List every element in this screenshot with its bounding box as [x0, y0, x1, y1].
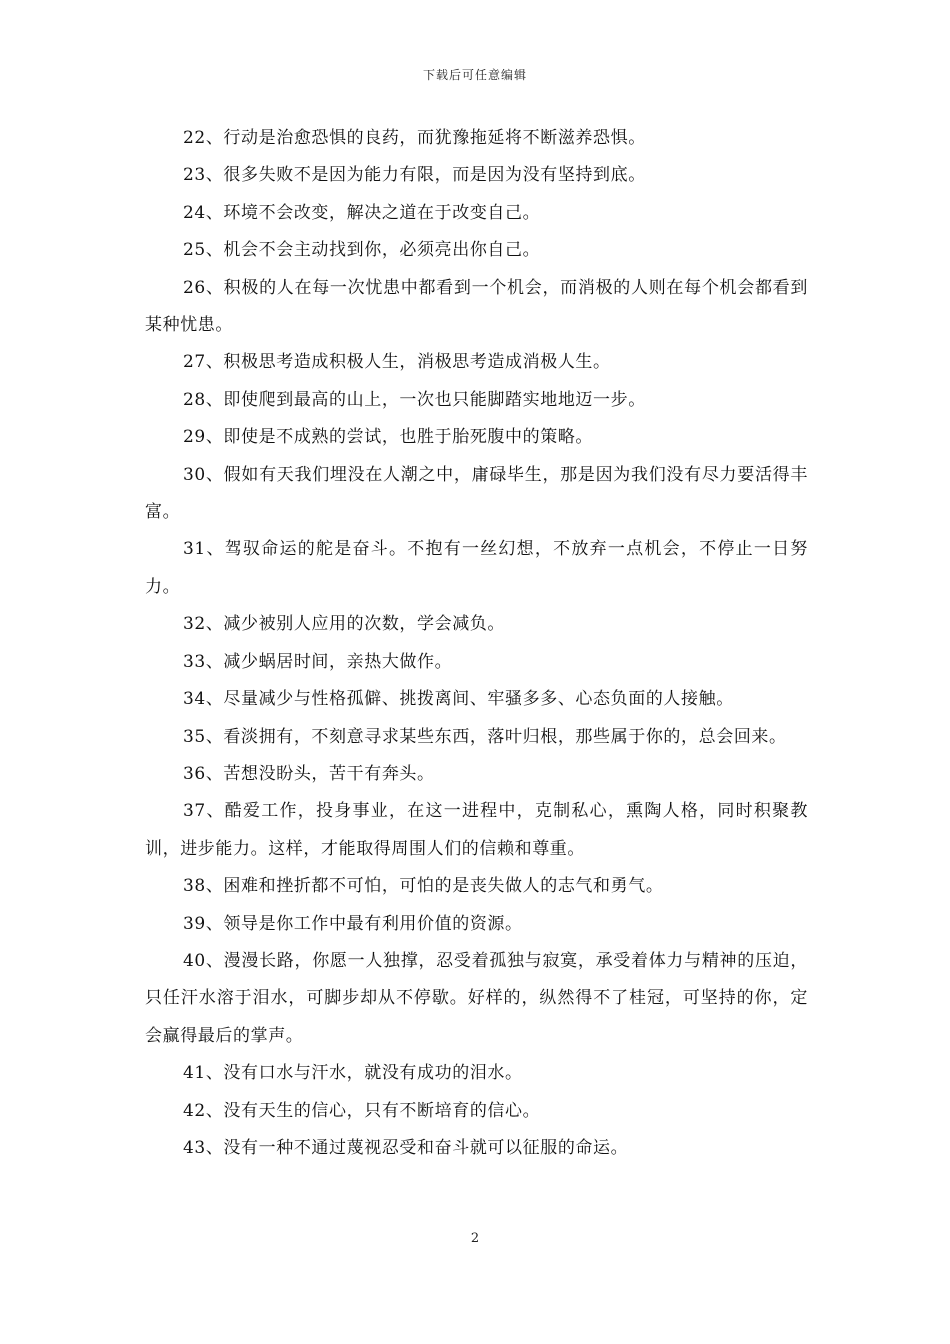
paragraph: 43、没有一种不通过蔑视忍受和奋斗就可以征服的命运。: [183, 1137, 629, 1158]
paragraph: 42、没有天生的信心，只有不断培育的信心。: [183, 1100, 541, 1121]
body-content: [145, 120, 808, 1167]
paragraph: 23、很多失败不是因为能力有限，而是因为没有坚持到底。: [183, 165, 646, 186]
page-header: 下载后可任意编辑: [422, 68, 527, 82]
page-number: 2: [470, 1231, 480, 1246]
paragraph: 24、环境不会改变，解决之道在于改变自己。: [183, 202, 541, 223]
paragraph: 25、机会不会主动找到你，必须亮出你自己。: [183, 240, 541, 261]
paragraph: 22、行动是治愈恐惧的良药，而犹豫拖延将不断滋养恐惧。: [183, 128, 646, 148]
paragraph: 40、漫漫长路，你愿一人独撑，忍受着孤独与寂寞，承受着体力与精神的压迫，只任汗水溶于泪水，可脚步却从不停歇。好样的，纵然得不了桂冠，可坚持的你，定会赢得最后的掌声。: [145, 950, 808, 1046]
paragraph: 41、没有口水与汗水，就没有成功的泪水。: [183, 1063, 523, 1084]
paragraph: 29、即使是不成熟的尝试，也胜于胎死腹中的策略。: [183, 427, 594, 448]
paragraph: 30、假如有天我们埋没在人潮之中，庸碌毕生，那是因为我们没有尽力要活得丰富。: [145, 464, 808, 523]
paragraph: 36、苦想没盼头，苦干有奔头。: [183, 763, 435, 784]
paragraph: 31、驾驭命运的舵是奋斗。不抱有一丝幻想，不放弃一点机会，不停止一日努力。: [145, 539, 808, 597]
paragraph: 27、积极思考造成积极人生，消极思考造成消极人生。: [183, 352, 611, 373]
paragraph: 26、积极的人在每一次忧患中都看到一个机会，而消极的人则在每个机会都看到某种忧患。: [145, 277, 808, 336]
paragraph: 38、困难和挫折都不可怕，可怕的是丧失做人的志气和勇气。: [183, 876, 664, 897]
paragraph: 28、即使爬到最高的山上，一次也只能脚踏实地地迈一步。: [183, 389, 646, 410]
paragraph: 37、酷爱工作，投身事业，在这一进程中，克制私心，熏陶人格，同时积聚教训，进步能力。这样，才能取得周围人们的信赖和尊重。: [145, 801, 808, 859]
paragraph: 33、减少蜗居时间，亲热大做作。: [183, 651, 453, 672]
paragraph: 34、尽量减少与性格孤僻、挑拨离间、牢骚多多、心态负面的人接触。: [183, 689, 734, 710]
paragraph: 39、领导是你工作中最有利用价值的资源。: [183, 913, 523, 934]
paragraph: 32、减少被别人应用的次数，学会减负。: [183, 614, 506, 635]
paragraph: 35、看淡拥有，不刻意寻求某些东西，落叶归根，那些属于你的，总会回来。: [183, 726, 787, 747]
